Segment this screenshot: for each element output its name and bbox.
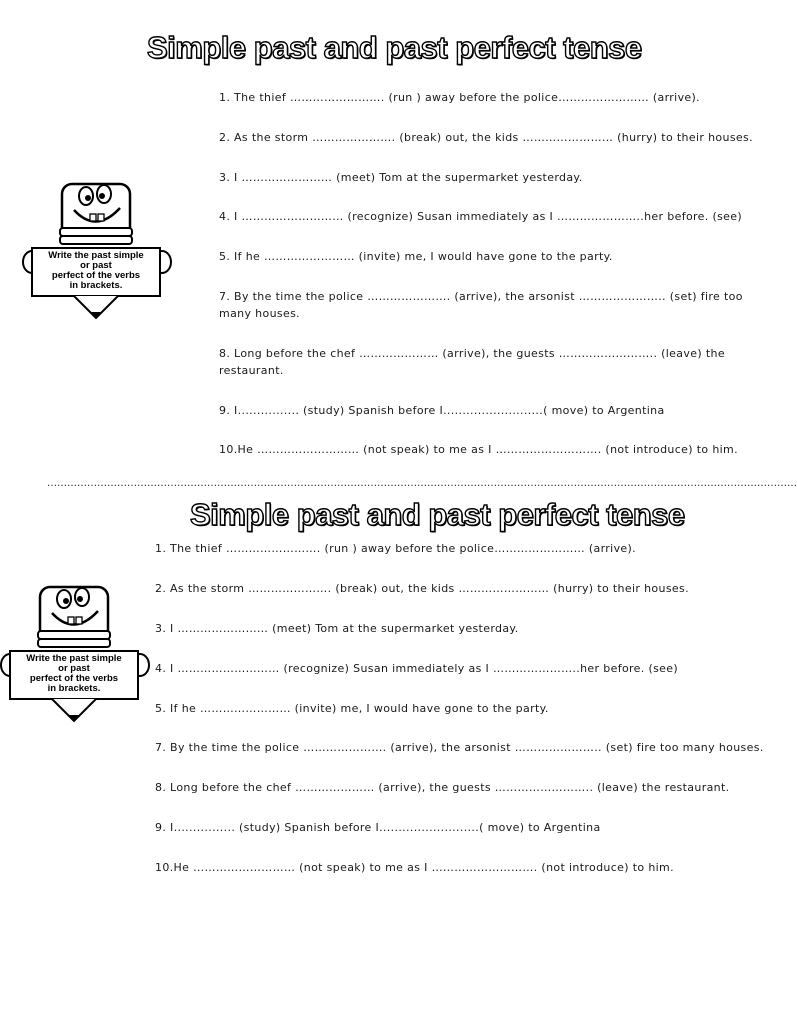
question-10-copy: 10.He ……………………… (not speak) to me as I ………………………. (not introduce) to him. bbox=[155, 861, 674, 874]
question-8: 8. Long before the chef ………………… (arrive), the guests …………………….. (leave) the restaurant. bbox=[219, 347, 725, 377]
question-2: 2. As the storm …………………. (break) out, the kids …………………… (hurry) to their houses. bbox=[219, 131, 753, 144]
question-10: 10.He ……………………… (not speak) to me as I ………………………. (not introduce) to him. bbox=[219, 443, 738, 456]
question-3: 3. I …………………… (meet) Tom at the supermarket yesterday. bbox=[219, 171, 583, 184]
question-9: 9. I................ (study) Spanish before I..........................( move) to Argentina bbox=[219, 404, 665, 417]
question-5-copy: 5. If he …………………… (invite) me, I would have gone to the party. bbox=[155, 702, 549, 715]
question-5: 5. If he …………………… (invite) me, I would have gone to the party. bbox=[219, 250, 613, 263]
cut-line-divider: ……………………………………………………………………………………………………………………………………………………………………………………………………… bbox=[47, 478, 797, 489]
question-8-copy: 8. Long before the chef ………………… (arrive), the guests …………………….. (leave) the restaurant. bbox=[155, 781, 730, 794]
question-7: 7. By the time the police …………………. (arrive), the arsonist ………………….. (set) fire too many houses. bbox=[219, 290, 743, 320]
question-1: 1. The thief ……………………. (run ) away before the police…………………… (arrive). bbox=[219, 91, 701, 104]
question-2-copy: 2. As the storm …………………. (break) out, the kids …………………… (hurry) to their houses. bbox=[155, 582, 689, 595]
question-4: 4. I ……………………… (recognize) Susan immediately as I …………………..her before. (see) bbox=[219, 210, 743, 223]
question-3-copy: 3. I …………………… (meet) Tom at the supermarket yesterday. bbox=[155, 622, 519, 635]
instruction-sign: Write the past simple or past perfect of the verbs in brackets. bbox=[48, 250, 144, 291]
question-4-copy: 4. I ……………………… (recognize) Susan immediately as I …………………..her before. (see) bbox=[155, 662, 679, 675]
pencil-mascot-icon bbox=[0, 575, 150, 725]
question-9-copy: 9. I................ (study) Spanish before I..........................( move) to Argentina bbox=[155, 821, 601, 834]
instruction-sign-copy: Write the past simple or past perfect of the verbs in brackets. bbox=[26, 653, 122, 694]
pencil-mascot-icon bbox=[22, 172, 172, 322]
question-7-copy: 7. By the time the police …………………. (arrive), the arsonist ………………….. (set) fire too many houses. bbox=[155, 741, 764, 754]
question-1-copy: 1. The thief ……………………. (run ) away before the police…………………… (arrive). bbox=[155, 542, 637, 555]
